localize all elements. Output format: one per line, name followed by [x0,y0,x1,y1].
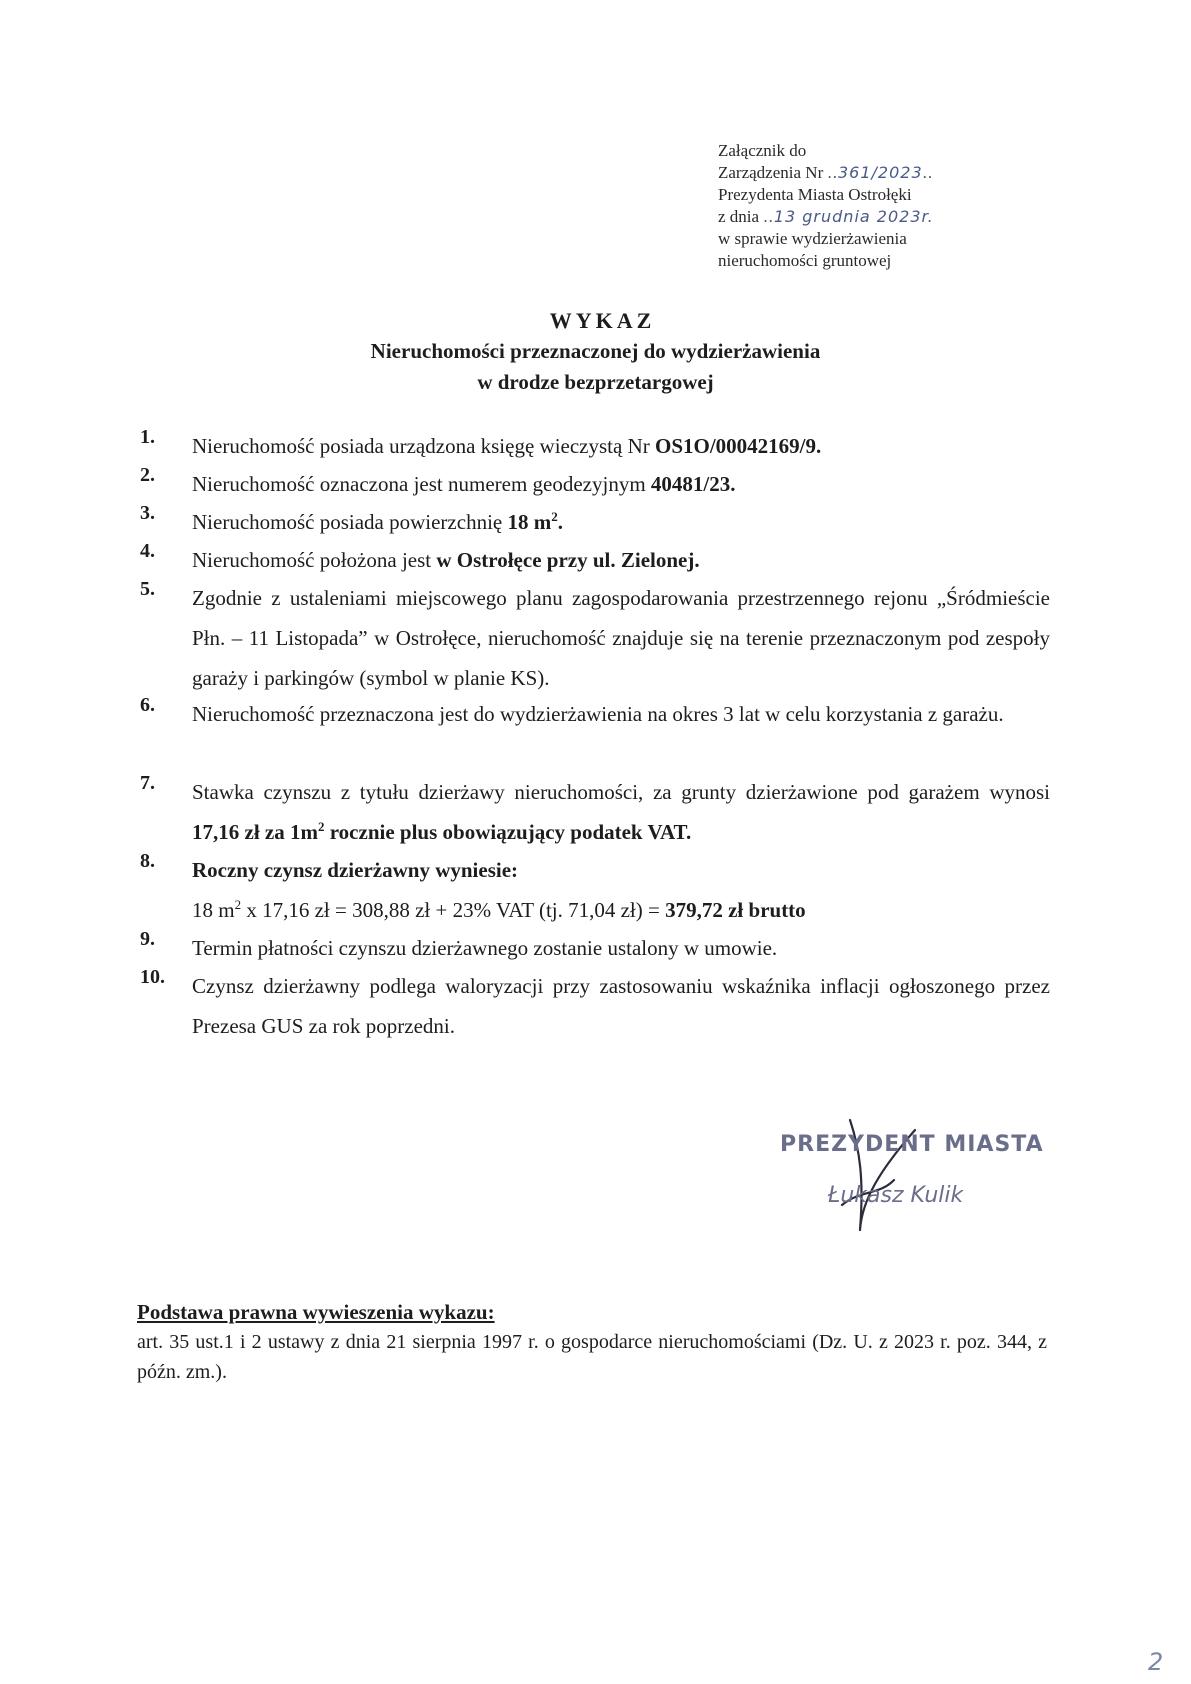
document-subtitle-1: Nieruchomości przeznaczonej do wydzierżawienia [370,339,821,363]
rent-rate-text: 17,16 zł za 1m [192,820,318,844]
superscript: 2 [234,897,242,912]
annual-rent-heading: Roczny czynsz dzierżawny wyniesie: [192,858,519,882]
date-handwritten: 13 grudnia 2023r. [773,207,934,226]
item-text: Zgodnie z ustaleniami miejscowego planu zagospodarowania przestrzennego rejonu „Śródmieście Płn. – 11 Listopada” w Ostrołęce, nieruchomość znajduje się na terenie przeznaczonym pod zespoły garaży i parkingów (symbol w planie KS). [192,586,1050,690]
date-label: z dnia [718,207,764,226]
item-text-part: Nieruchomość posiada urządzona księgę wieczystą Nr [192,434,655,458]
item-number: 1. [140,426,155,448]
ordinance-label: Zarządzenia Nr [718,163,828,182]
property-location: w Ostrołęce przy ul. Zielonej. [436,548,700,572]
item-number: 3. [140,502,155,524]
legal-heading: Podstawa prawna wywieszenia wykazu: [137,1300,495,1324]
document-subtitle-2: w drodze bezprzetargowej [477,370,714,394]
attachment-line-5: w sprawie wydzierżawienia [718,229,907,248]
item-number: 6. [140,694,155,716]
rent-rate-end: rocznie plus obowiązujący podatek VAT. [324,820,692,844]
item-text-part: Stawka czynszu z tytułu dzierżawy nieruchomości, za grunty dzierżawione pod garażem wynosi [192,780,1050,804]
superscript: 2 [551,509,558,524]
attachment-header [718,140,934,272]
document-title: WYKAZ [549,308,656,333]
item-text: Nieruchomość przeznaczona jest do wydzierżawienia na okres 3 lat w celu korzystania z garażu. [192,702,1004,726]
stamp-name: Łukasz Kulik [828,1183,964,1208]
land-register-number: OS1O/00042169/9. [654,434,822,458]
mayor-stamp [780,1132,1044,1208]
item-number: 8. [140,850,155,872]
attachment-line-2: Zarządzenia Nr ..361/2023.. [718,163,934,182]
rent-rate [192,820,691,844]
item-number: 5. [140,578,155,600]
legal-text: art. 35 ust.1 i 2 ustawy z dnia 21 sierpnia 1997 r. o gospodarce nieruchomościami (Dz. U. z 2023 r. poz. 344, z późn. zm.). [137,1331,1047,1383]
attachment-line-1: Załącznik do [718,141,807,160]
calc-formula: x 17,16 zł = 308,88 zł + 23% VAT (tj. 71,04 zł) = [241,898,666,922]
legal-basis [137,1300,1047,1387]
item-text: Czynsz dzierżawny podlega waloryzacji przy zastosowaniu wskaźnika inflacji ogłoszonego przez Prezesa GUS za rok poprzedni. [192,974,1050,1038]
gross-total: 379,72 zł brutto [665,898,806,922]
ordinance-number-handwritten: 361/2023 [837,163,923,182]
item-text-part: Nieruchomość oznaczona jest numerem geodezyjnym [192,472,651,496]
area-value-end: . [557,510,563,534]
page-number: 2 [1148,1648,1164,1676]
title-block [0,306,1191,398]
stamp-title: PREZYDENT MIASTA [780,1132,1044,1157]
item-number: 2. [140,464,155,486]
item-text [192,772,1050,852]
item-number: 10. [140,966,165,988]
area-value [507,510,563,534]
item-text [192,426,1050,466]
attachment-line-6: nieruchomości gruntowej [718,251,892,270]
attachment-line-4: z dnia ..13 grudnia 2023r. [718,207,934,226]
item-text-part: Nieruchomość położona jest [192,548,437,572]
geodetic-number: 40481/23. [650,472,736,496]
item-number: 4. [140,540,155,562]
calc-area: 18 m [192,898,235,922]
attachment-line-3: Prezydenta Miasta Ostrołęki [718,185,912,204]
rent-calculation [192,898,806,922]
item-text [192,464,1050,504]
item-number: 7. [140,772,155,794]
item-text: Termin płatności czynszu dzierżawnego zostanie ustalony w umowie. [192,936,778,960]
item-number: 9. [140,928,155,950]
item-text [192,540,1050,580]
area-value-text: 18 m [507,510,552,534]
item-text [192,502,1050,542]
item-text-part: Nieruchomość posiada powierzchnię [192,510,508,534]
superscript: 2 [317,819,325,834]
item-text [192,850,1050,930]
